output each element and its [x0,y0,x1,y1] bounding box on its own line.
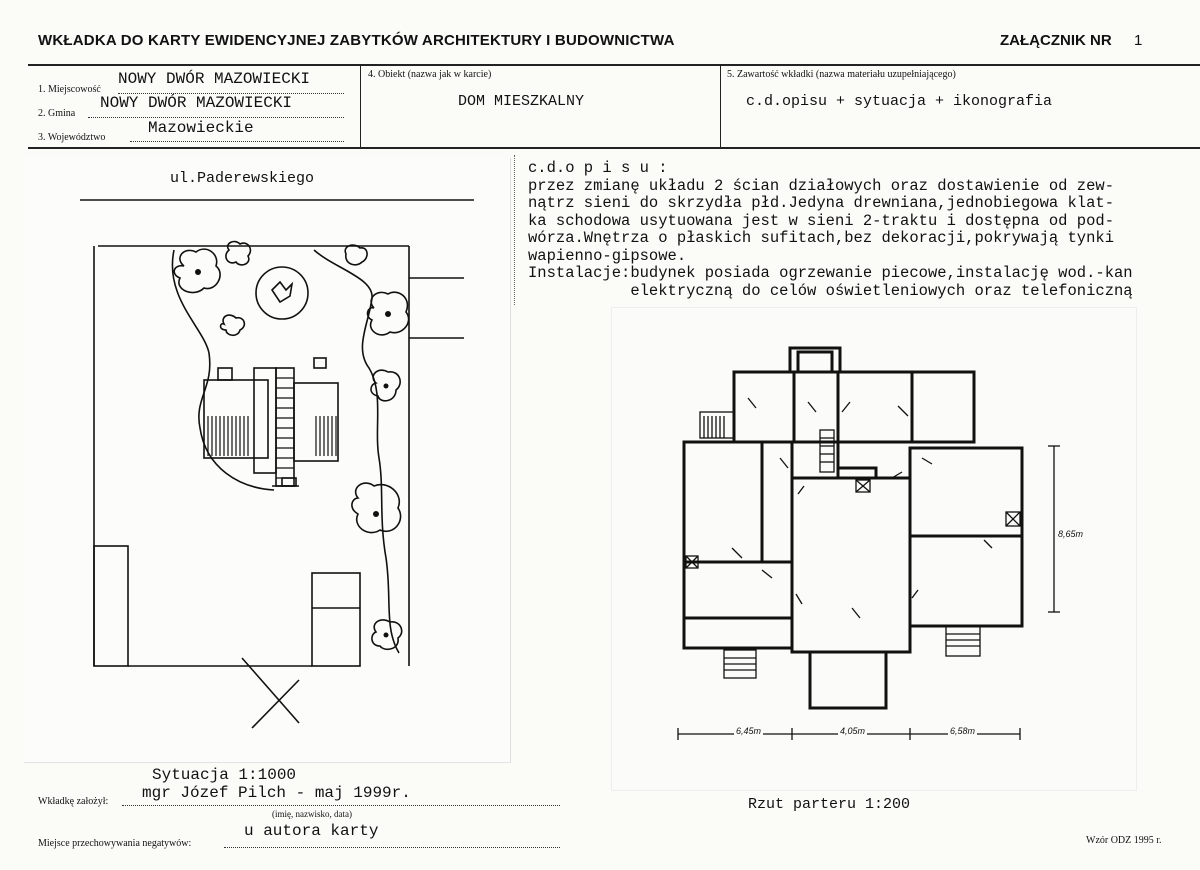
dim-vertical: 8,65m [1058,529,1084,539]
storage-label: Miejsce przechowywania negatywów: [38,838,192,849]
wojewodztwo-label: 3. Województwo [38,132,106,143]
gmina-dots [88,117,344,118]
header-top-rule [28,64,1200,66]
description-line: ka schodowa usytuowana jest w sieni 2-traktu i dostępna od pod- [528,211,1114,230]
storage-dots [224,847,560,848]
description-heading: c.d.o p i s u : [528,159,668,177]
attachment-number: 1 [1134,32,1143,49]
gmina-label: 2. Gmina [38,108,76,119]
header-divider-2 [720,65,721,148]
gmina-value: NOWY DWÓR MAZOWIECKI [100,94,293,112]
description-line: elektryczną do celów oświetleniowych oraz telefoniczną [528,281,1133,300]
description-line: wórza.Wnętrza o płaskich sufitach,bez dekoracji,pokrywają tynki [528,229,1114,247]
form-id: Wzór ODZ 1995 r. [1086,835,1162,846]
description-line: nątrz sieni do skrzydła płd.Jedyna drewniana,jednobiegowa klat- [528,194,1114,212]
header-bottom-rule [28,147,1200,149]
wojewodztwo-dots [130,141,344,142]
author-hint: (imię, nazwisko, data) [272,809,352,819]
description-line: przez zmianę układu 2 ścian działowych oraz dostawienie od zew- [528,176,1114,195]
floor-plan-caption: Rzut parteru 1:200 [748,796,911,813]
form-title: WKŁADKA DO KARTY EWIDENCYJNEJ ZABYTKÓW ARCHITEKTURY I BUDOWNICTWA [38,32,675,49]
miejscowosc-label: 1. Miejscowość [38,84,101,95]
floor-plan-drawing [612,308,1136,790]
description-line: wapienno-gipsowe. [528,246,687,265]
miejscowosc-value: NOWY DWÓR MAZOWIECKI [118,70,311,88]
zawartosc-label: 5. Zawartość wkładki (nazwa materiału uzupełniającego) [727,69,956,80]
description-line: Instalacje:budynek posiada ogrzewanie piecowe,instalację wod.-kan [528,264,1133,282]
site-plan-caption: Sytuacja 1:1000 [152,766,297,784]
dim-right: 6,58m [950,726,976,736]
wojewodztwo-value: Mazowieckie [148,119,254,137]
obiekt-value: DOM MIESZKALNY [458,93,585,110]
dim-left: 6,45m [736,726,762,736]
author-label: Wkładkę założył: [38,796,109,807]
author-value: mgr Józef Pilch - maj 1999r. [142,784,411,802]
obiekt-label: 4. Obiekt (nazwa jak w karcie) [368,69,492,80]
header-divider-1 [360,65,361,148]
site-plan-drawing [24,158,510,762]
attachment-label: ZAŁĄCZNIK NR [1000,32,1112,49]
zawartosc-value: c.d.opisu + sytuacja + ikonografia [746,93,1053,110]
street-label: ul.Paderewskiego [170,170,315,187]
description-lines [528,178,1133,301]
storage-value: u autora karty [244,822,379,840]
dim-mid: 4,05m [840,726,866,736]
author-dots [122,805,560,806]
